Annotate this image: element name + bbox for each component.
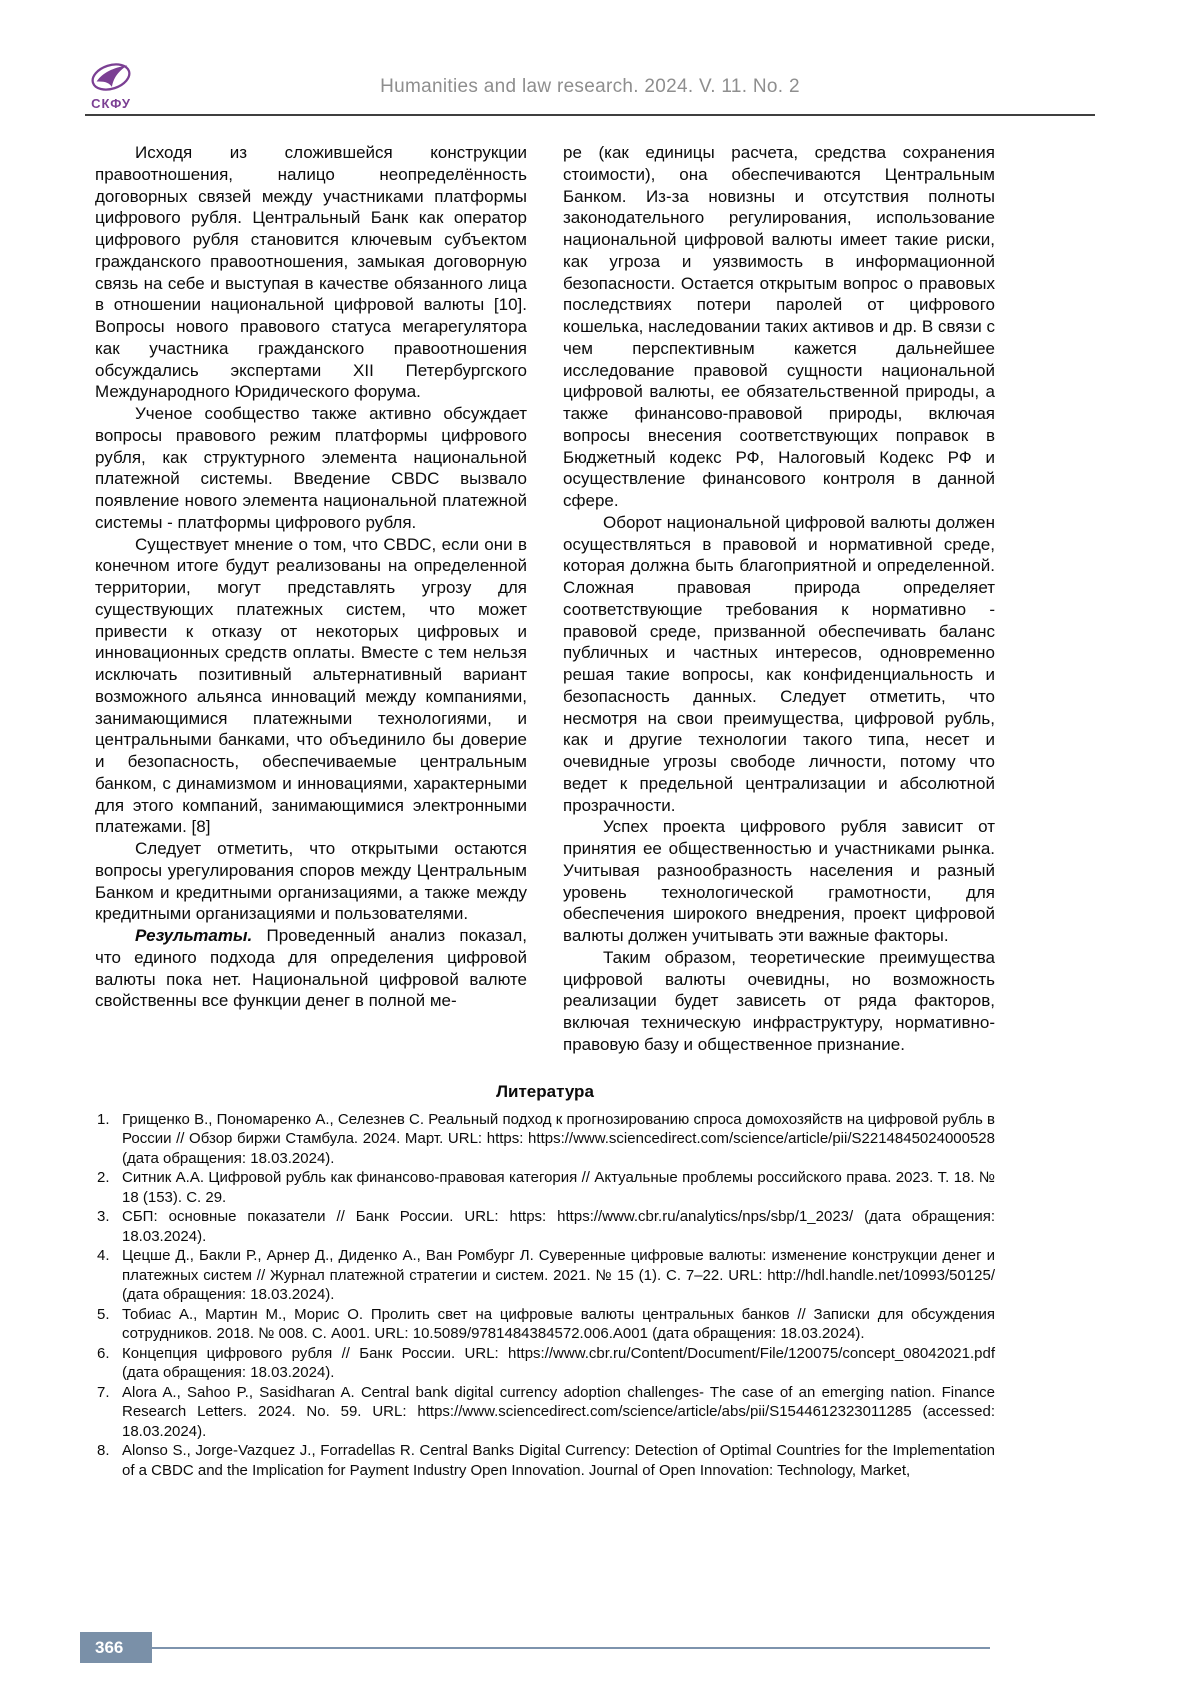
reference-item: СБП: основные показатели // Банк России. URL: https: https://www.cbr.ru/analytics/nps/sbp/1_2023/ (дата обращения: 18.03.2024). <box>122 1208 995 1245</box>
journal-title: Humanities and law research. 2024. V. 11. No. 2 <box>380 76 800 97</box>
paragraph-results <box>95 925 527 1012</box>
right-column <box>563 142 995 1056</box>
paragraph: Успех проекта цифрового рубля зависит от принятия ее общественностью и участниками рынка. Учитывая разнообразность населения и разный уровень технологической грамотности, для обеспечения широкого внедрения, проект цифровой валюты должен учитывать эти важные факторы. <box>563 817 995 945</box>
logo-label: СКФУ <box>91 96 131 111</box>
paragraph: Существует мнение о том, что CBDC, если они в конечном итоге будут реализованы на определенной территории, могут представлять угрозу для существующих платежных систем, что может привести к отказу от некоторых цифровых и инновационных средств оплаты. Вместе с тем нельзя исключать позитивный альтернативный вариант возможного альянса инноваций между компаниями, занимающимися платежными технологиями, и центральными банками, что объединило бы доверие и безопасность, обеспечиваемые центральным банком, с динамизмом и инновациями, характерными для этого компаний, занимающимися электронными платежами. [8] <box>95 534 527 837</box>
footer-divider <box>152 1647 990 1649</box>
reference-item: Концепция цифрового рубля // Банк России. URL: https://www.cbr.ru/Content/Document/File/120075/concept_08042021.pdf (дата обращения: 18.03.2024). <box>122 1344 995 1381</box>
reference-item: Грищенко В., Пономаренко А., Селезнев С. Реальный подход к прогнозированию спроса домохозяйств на цифровой рубль в России // Обзор биржи Стамбула. 2024. Март. URL: https: https://www.sciencedirect.com/science/article/pii/S2214845024000528 (дата обращения: 18.03.2024). <box>122 1110 995 1167</box>
reference-list <box>95 1110 995 1481</box>
results-label: Результаты. <box>135 926 253 945</box>
university-logo <box>85 59 137 111</box>
skfu-bird-icon <box>85 59 137 95</box>
reference-item: Ситник А.А. Цифровой рубль как финансово-правовая категория // Актуальные проблемы российского права. 2023. Т. 18. № 18 (153). С. 29. <box>122 1169 995 1206</box>
reference-item: Alonso S., Jorge-Vazquez J., Forradellas R. Central Banks Digital Currency: Detection of Optimal Countries for the Implementation of a CBDC and the Implication for Payment Industry Open Innovation. Journal of Open Innovation: Technology, Market, <box>122 1442 995 1479</box>
page-header <box>85 52 1095 116</box>
paragraph: Следует отметить, что открытыми остаются вопросы урегулирования споров между Центральным Банком и кредитными организациями, а также между кредитными организациями и пользователями. <box>95 839 527 924</box>
reference-item: Alora A., Sahoo P., Sasidharan A. Central bank digital currency adoption challenges- The case of an emerging nation. Finance Research Letters. 2024. No. 59. URL: https://www.sciencedirect.com/science/article/abs/pii/S1544612323011285 (accessed: 18.03.2024). <box>122 1383 995 1440</box>
results-text: Проведенный анализ показал, что единого подхода для определения цифровой валюты пока нет. Национальной цифровой валюте свойственны все функции денег в полной ме- <box>95 926 527 1011</box>
paragraph: Ученое сообщество также активно обсуждает вопросы правового режим платформы цифрового рубля, как структурного элемента национальной платежной системы. Введение CBDC вызвало появление нового элемента национальной платежной системы - платформы цифрового рубля. <box>95 404 527 532</box>
paragraph: ре (как единицы расчета, средства сохранения стоимости), она обеспечиваются Центральным Банком. Из-за новизны и отсутствия полноты законодательного регулирования, использование национальной цифровой валюты имеет такие риски, как угроза и уязвимость в информационной безопасности. Остается открытым вопрос о правовых последствиях потери паролей от цифрового кошелька, наследовании таких активов и др. В связи с чем перспективным кажется дальнейшее исследование правовой сущности национальной цифровой валюты, ее обязательственной природы, а также финансово-правовой природы, включая вопросы внесения соответствующих поправок в Бюджетный кодекс РФ, Налоговый Кодекс РФ и осуществление финансового контроля в данной сфере. <box>563 143 995 510</box>
page-footer <box>80 1632 990 1663</box>
literature-section <box>95 1082 995 1481</box>
literature-heading: Литература <box>496 1081 594 1101</box>
article-body <box>95 142 995 1056</box>
paragraph: Таким образом, теоретические преимущества цифровой валюты очевидны, но возможность реализации будет зависеть от ряда факторов, включая техническую инфраструктуру, нормативно-правовую базу и общественное признание. <box>563 947 995 1054</box>
page-number-badge: 366 <box>80 1632 152 1663</box>
left-column <box>95 142 527 1056</box>
paragraph: Исходя из сложившейся конструкции правоотношения, налицо неопределённость договорных связей между участниками платформы цифрового рубля. Центральный Банк как оператор цифрового рубля становится ключевым субъектом гражданского правоотношения, замыкая договорную связь на себе и выступая в качестве обязанного лица в отношении национальной цифровой валюты [10]. Вопросы нового правового статуса мегарегулятора как участника гражданского правоотношения обсуждались экспертами XII Петербургского Международного Юридического форума. <box>95 143 527 402</box>
paragraph: Оборот национальной цифровой валюты должен осуществляться в правовой и нормативной среде, которая должна быть благоприятной и определенной. Сложная правовая природа определяет соответствующие требования к нормативно - правовой среде, призванной обеспечивать баланс публичных и частных интересов, одновременно решая такие вопросы, как конфиденциальность и безопасность данных. Следует отметить, что несмотря на свои преимущества, цифровой рубль, как и другие технологии такого типа, несет и очевидные угрозы свободе личности, потому что ведет к предельной централизации и абсолютной прозрачности. <box>563 512 995 815</box>
reference-item: Тобиас А., Мартин М., Морис О. Пролить свет на цифровые валюты центральных банков // Записки для обсуждения сотрудников. 2018. № 008. С. A001. URL: 10.5089/9781484384572.006.A001 (дата обращения: 18.03.2024). <box>122 1305 995 1342</box>
reference-item: Цецше Д., Бакли Р., Арнер Д., Диденко А., Ван Ромбург Л. Суверенные цифровые валюты: изменение конструкции денег и платежных систем // Журнал платежной стратегии и систем. 2021. № 15 (1). С. 7–22. URL: http://hdl.handle.net/10993/50125/ (дата обращения: 18.03.2024). <box>122 1247 995 1303</box>
